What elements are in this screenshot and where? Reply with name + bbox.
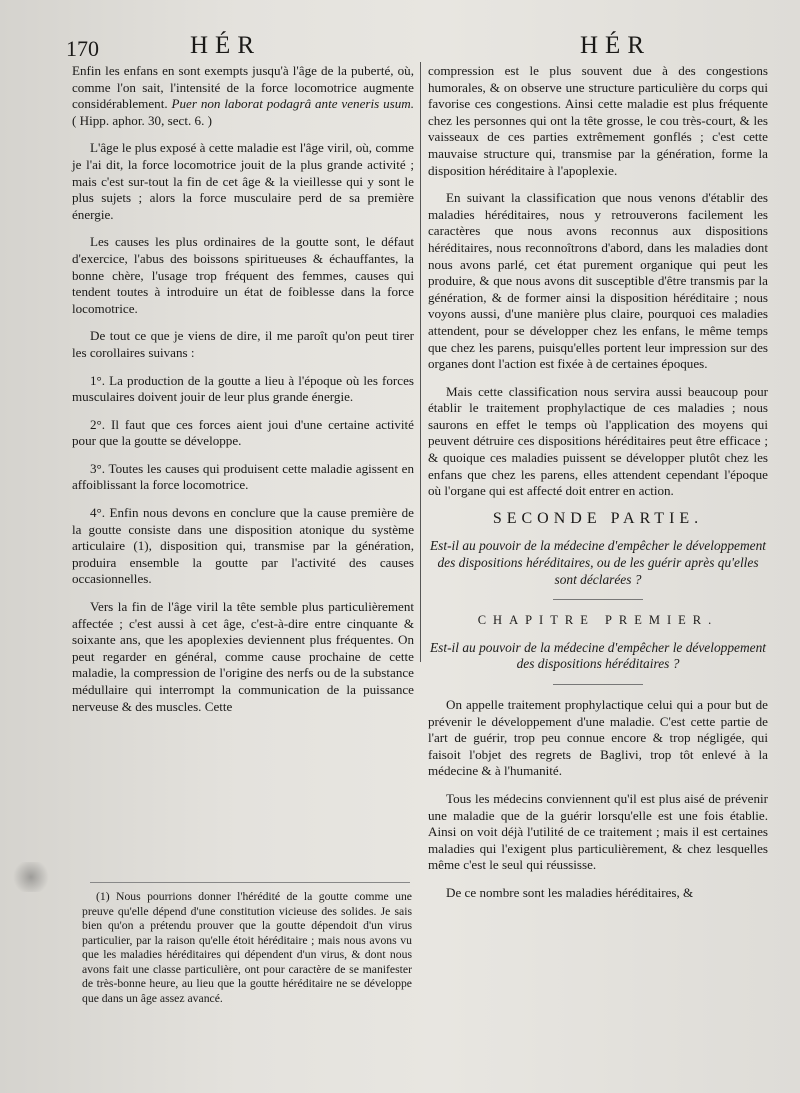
ink-smudge [8,862,54,892]
corollary-2: 2°. Il faut que ces forces aient joui d'une certaine activité pour que la goutte se développe. [72,416,414,449]
part-subtitle: Est-il au pouvoir de la médecine d'empêcher le développement des dispositions héréditaires, ou de les guérir après qu'elles sont déclarées ? [429,538,767,587]
citation: ( Hipp. aphor. 30, sect. 6. ) [72,112,213,128]
paragraph: Vers la fin de l'âge viril la tête semble plus particulièrement affectée ; c'est aussi à cet âge, c'est-à-dire entre cinquante & soixante ans, que les apoplexies deviennent plus fréquentes. On peut regarder en général, comme cause prochaine de cette maladie, la compression de l'origine des nerfs ou de la substance médullaire qui interrompt la communication de la puissance nerveuse & des muscles. Cette [72,599,414,714]
paragraph: De ce nombre sont les maladies héréditaires, & [446,884,694,900]
page-number: 170 [66,36,99,61]
latin-quote: Puer non laborat podagrâ ante veneris usum. [171,96,414,112]
part-title: SECONDE PARTIE. [492,509,704,527]
section-rule [553,684,643,685]
left-column [72,63,414,726]
section-rule [553,599,643,600]
running-head-right: HÉR [580,32,651,59]
paragraph: Tous les médecins conviennent qu'il est plus aisé de prévenir une maladie que de la guérir lorsqu'elle est une fois établie. Ainsi on voit déjà l'utilité de ce traitement ; mais il est certaines maladies qui l'exigent plus particulièrement, & chez lesquelles même c'est le seul qui réussisse. [428,790,768,873]
paragraph: Les causes les plus ordinaires de la goutte sont, le défaut d'exercice, l'abus des boissons spiritueuses & échauffantes, la bonne chère, l'usage trop fréquent des femmes, causes qui tendent toutes à introduire un état de foiblesse dans la force locomotrice. [72,234,414,316]
chapter-subtitle: Est-il au pouvoir de la médecine d'empêcher le développement des dispositions héréditaires ? [429,639,767,672]
paragraph: On appelle traitement prophylactique celui qui a pour but de prévenir le développement d'une maladie. C'est cette partie de l'art de guérir, trop peu connue encore & trop négligée, qui faisoit l'objet des regrets de Baglivi, trop tôt enlevé à la médecine & à l'humanité. [428,697,768,779]
column-divider [420,62,421,662]
right-column [428,63,768,913]
corollary-1: 1°. La production de la goutte a lieu à l'époque où les forces musculaires doivent jouir de leur plus grande énergie. [72,372,414,405]
chapter-title: CHAPITRE PREMIER. [477,613,719,628]
running-head-left: HÉR [190,32,261,59]
paragraph: Enfin les enfans en sont exempts jusqu'à l'âge de la puberté, où, comme l'on sait, l'intensité de la force locomotrice augmente considérablement. Puer non laborat podagrâ ante veneris usum. ( Hipp. aphor. 30, sect. 6. ) [72,63,414,128]
footnote-text: (1) Nous pourrions donner l'hérédité de la goutte comme une preuve qu'elle dépend d'une constitution vicieuse des solides. Je sais bien qu'on a prétendu prouver que la goutte dépendoit d'un virus particulier, par la raison qu'elle étoit héréditaire ; mais nous avons vu que les maladies héréditaires qui dépendent d'un virus, & dont nous avons fait une classe particulière, ont pour caractère de se manifester de très-bonne heure, au lieu que la goutte héréditaire ne se développe que dans un âge assez avancé. [82,890,412,1005]
paragraph: L'âge le plus exposé à cette maladie est l'âge viril, où, comme je l'ai dit, la force locomotrice jouit de la plus grande activité ; mais c'est sur-tout la fin de cet âge & la vieillesse qui y sont le plus sujets ; alors la force musculaire perd de sa première énergie. [72,140,414,222]
corollary-4: 4°. Enfin nous devons en conclure que la cause première de la goutte consiste dans une disposition atonique du système articulaire (1), disposition qui, transmise par la génération, produira ensemble la goutte par l'activité des causes occasionnelles. [72,505,414,587]
paragraph: De tout ce que je viens de dire, il me paroît qu'on peut tirer les corollaires suivans : [72,328,414,360]
corollary-3: 3°. Toutes les causes qui produisent cette maladie agissent en affoiblissant la force locomotrice. [72,460,414,493]
paragraph: compression est le plus souvent due à des congestions humorales, & on observe une structure particulière du corps qui favorise ces congestions. Ainsi cette maladie est plus fréquente chez les personnes qui ont la tête grosse, le cou très-court, & les vaisseaux de ces parties extrêmement gonflés ; c'est cette mauvaise structure qui, transmise par la génération, forme la disposition héréditaire à l'apoplexie. [428,63,768,178]
page-header [0,30,800,64]
footnote [82,890,412,1006]
footnote-rule [90,882,410,883]
paragraph: En suivant la classification que nous venons d'établir des maladies héréditaires, nous y retrouverons facilement les caractères que nous avons reconnus aux dispositions héréditaires, nous reconnoîtrons d'abord, dans les maladies dont nous avons parlé, cet état purement organique qui peut les produire, & que nous avons dit susceptible d'être transmis par la génération, & de former ainsi la disposition héréditaire ; nous voyons aussi, d'une manière plus claire, pourquoi ces maladies attendent, pour se développer chez les enfans, le même temps que chez les parens, puisqu'elles portent leur impression sur des organes dont l'action est fixée à de certaines époques. [428,190,768,372]
paragraph: Mais cette classification nous servira aussi beaucoup pour établir le traitement prophylactique de ces maladies ; nous saurons en effet le temps où l'application des moyens qui peuvent détruire ces dispositions héréditaires peut être efficace ; & quoique ces maladies puissent se développer plutôt chez les enfans que chez les parens, elles attendent cependant l'époque où l'organe qui est affecté doit entrer en action. [428,383,768,499]
